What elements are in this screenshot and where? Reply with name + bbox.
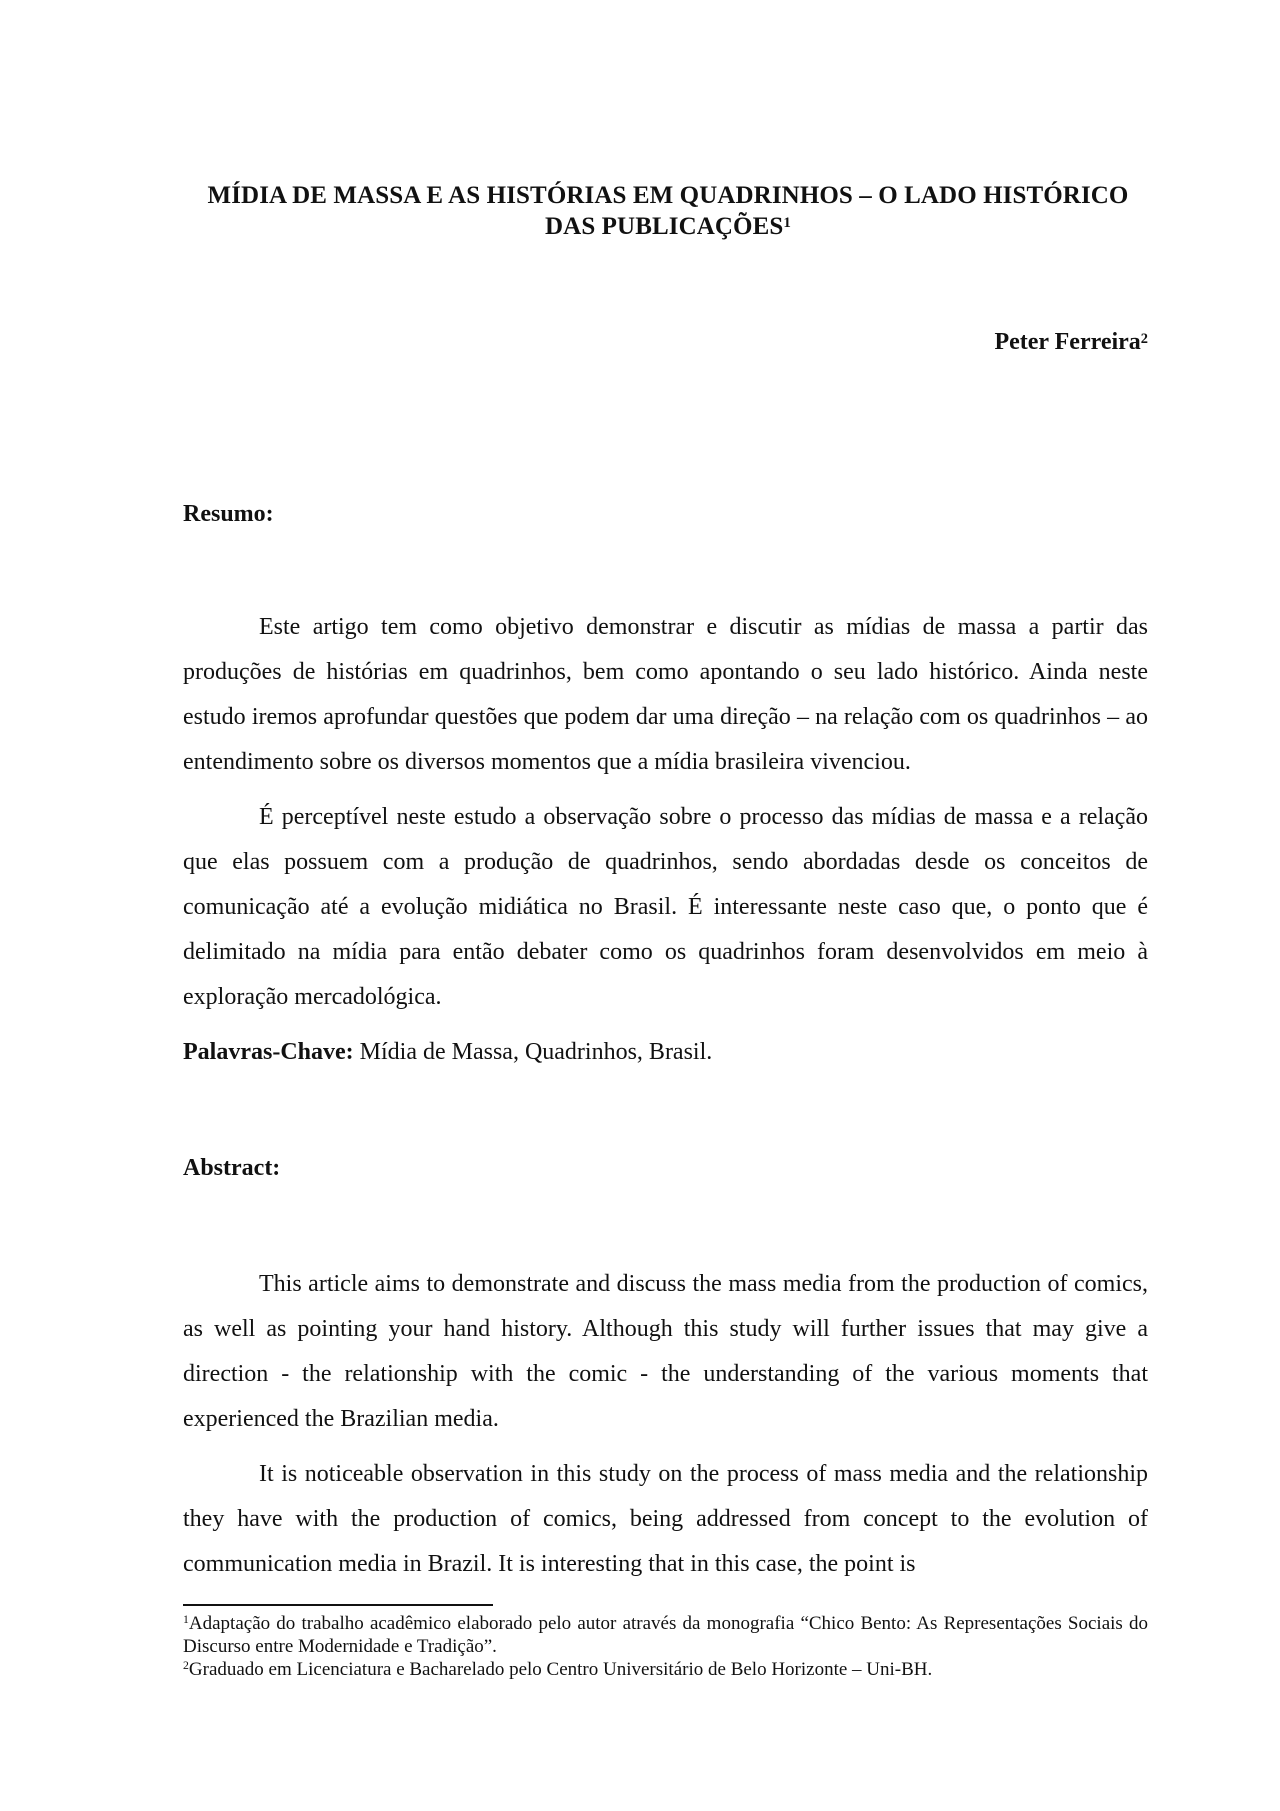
keywords-text: Mídia de Massa, Quadrinhos, Brasil. — [359, 1039, 713, 1065]
footnote-divider — [183, 1604, 493, 1606]
title-footnote-ref[interactable]: 1 — [783, 215, 791, 232]
footnote-1 — [183, 1612, 1148, 1658]
footnote-1-ref: 1 — [183, 1612, 189, 1626]
title-line-2 — [183, 211, 1153, 242]
title-line-2-text: DAS PUBLICAÇÕES — [545, 213, 784, 240]
resumo-body — [183, 605, 1148, 1085]
footnote-2 — [183, 1658, 1148, 1681]
abstract-body — [183, 1262, 1148, 1597]
footnotes — [183, 1612, 1148, 1681]
keywords-line — [183, 1030, 1148, 1075]
author-footnote-ref[interactable]: 2 — [1140, 330, 1148, 347]
abstract-heading: Abstract: — [183, 1155, 281, 1181]
resumo-paragraph-1: Este artigo tem como objetivo demonstrar e discutir as mídias de massa a partir das produções de histórias em quadrinhos, bem como apontando o seu lado histórico. Ainda neste estudo iremos aprofundar questões que podem dar uma direção – na relação com os quadrinhos – ao entendimento sobre os diversos momentos que a mídia brasileira vivenciou. — [183, 614, 1148, 775]
abstract-paragraph-1: This article aims to demonstrate and discuss the mass media from the production of comics, as well as pointing your hand history. Although this study will further issues that may give a direction - the relationship with the comic - the understanding of the various moments that experienced the Brazilian media. — [183, 1271, 1148, 1432]
resumo-heading: Resumo: — [183, 501, 274, 527]
keywords-label: Palavras-Chave: — [183, 1039, 354, 1065]
footnote-1-text: Adaptação do trabalho acadêmico elaborado pelo autor através da monografia “Chico Bento: As Representações Sociais do Discurso entre Modernidade e Tradição”. — [183, 1613, 1148, 1657]
title-line-1: MÍDIA DE MASSA E AS HISTÓRIAS EM QUADRINHOS – O LADO HISTÓRICO — [207, 182, 1129, 209]
paper-title — [183, 180, 1153, 242]
resumo-paragraph-2: É perceptível neste estudo a observação sobre o processo das mídias de massa e a relação que elas possuem com a produção de quadrinhos, sendo abordadas desde os conceitos de comunicação até a evolução midiática no Brasil. É interessante neste caso que, o ponto que é delimitado na mídia para então debater como os quadrinhos foram desenvolvidos em meio à exploração mercadológica. — [183, 804, 1148, 1010]
abstract-paragraph-2: It is noticeable observation in this study on the process of mass media and the relationship they have with the production of comics, being addressed from concept to the evolution of communication media in Brazil. It is interesting that in this case, the point is — [183, 1461, 1148, 1577]
footnote-2-text: Graduado em Licenciatura e Bacharelado pelo Centro Universitário de Belo Horizonte – Uni-BH. — [188, 1659, 933, 1680]
author-name-text: Peter Ferreira — [994, 329, 1141, 355]
footnote-2-ref: 2 — [183, 1658, 189, 1672]
author-name — [994, 327, 1148, 357]
